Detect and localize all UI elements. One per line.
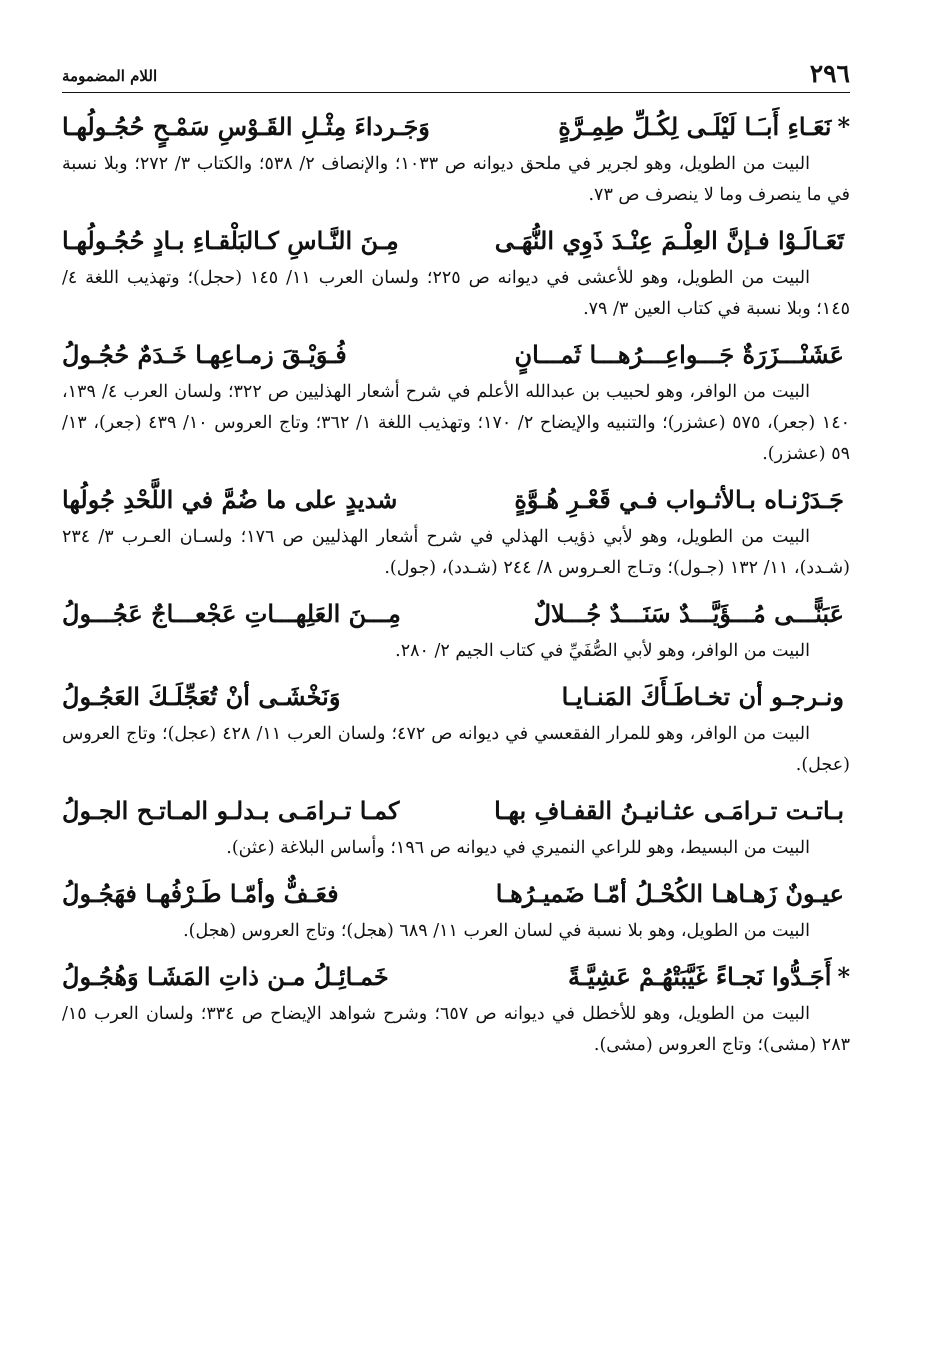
verse-line <box>62 675 850 719</box>
verse-line <box>62 789 850 833</box>
verse-entry <box>62 105 850 211</box>
first-hemistich-text: نَعَـاءِ أَبـَـا لَيْلَـى لِكُـلِّ طِمِـرَّةٍ <box>558 112 832 141</box>
first-hemistich-text: بـاتـت تـرامَـى عثـانيـنُ القفـافِ بهـا <box>494 796 844 825</box>
page-header <box>62 58 850 93</box>
first-hemistich-text: عَشَنْـــزَرَةٌ جَـــواعِـــرُهـــا ثَمـــانٍ <box>514 340 844 369</box>
verse-entry <box>62 955 850 1061</box>
second-hemistich: مِـــنَ العَلِهـــاتِ عَجْعـــاجٌ عَجُـــولُ <box>62 599 401 628</box>
first-hemistich <box>558 105 850 149</box>
verse-line <box>62 333 850 377</box>
second-hemistich: فُـوَيْـقَ زمـاعِهـا خَـدَمٌ حُجُـولُ <box>62 340 347 369</box>
star-marker: * <box>837 112 850 141</box>
first-hemistich <box>515 333 850 377</box>
verse-line <box>62 872 850 916</box>
source-note: البيت من الطويل، وهو للأعشى في ديوانه ص ٢٢٥؛ ولسان العرب ١١/ ١٤٥ (حجل)؛ وتهذيب اللغة ٤/ ١٤٥؛ وبلا نسبة في كتاب العين ٣/ ٧٩. <box>62 268 850 319</box>
second-hemistich: وَنَخْشَـى أنْ تُعَجِّلَـكَ العَجُـولُ <box>62 682 341 711</box>
star-marker: * <box>837 962 850 991</box>
second-hemistich: شديدٍ على ما ضُمَّ في اللَّحْدِ جُولُها <box>62 485 398 514</box>
first-hemistich <box>568 955 850 999</box>
source-note: البيت من الوافر، وهو لحبيب بن عبدالله الأعلم في شرح أشعار الهذليين ص ٣٢٢؛ ولسان العرب ٤/ ١٣٩، ١٤٠ (جعر)، ٥٧٥ (عشزر)؛ والتنبيه والإيضاح ٢/ ١٧٠؛ وتهذيب اللغة ١/ ٣٦٢؛ وتاج العروس ١٠/ ٤٣٩ (جعر)، ١٣/ ٥٩ (عشزر). <box>62 382 850 464</box>
verse-line <box>62 592 850 636</box>
source-note: البيت من الطويل، وهو بلا نسبة في لسان العرب ١١/ ٦٨٩ (هجل)؛ وتاج العروس (هجل). <box>183 921 810 941</box>
source-note: البيت من البسيط، وهو للراعي النميري في ديوانه ص ١٩٦؛ وأساس البلاغة (عثن). <box>226 838 810 858</box>
page <box>62 58 850 1069</box>
second-hemistich: خَمـائِـلُ مـن ذاتِ المَشَـا وَهُجُـولُ <box>62 962 389 991</box>
first-hemistich <box>514 478 850 522</box>
verse-entry <box>62 675 850 781</box>
verse-line <box>62 955 850 999</box>
verse-entry <box>62 592 850 667</box>
second-hemistich: فعَـفٌّ وأمّـا طَـرْفُهـا فهَجُـولُ <box>62 879 339 908</box>
first-hemistich-text: أَجَـدُّوا نَجـاءً غَيَّبَتْهُـمْ عَشِيَّـةً <box>567 962 832 991</box>
source-note: البيت من الوافر، وهو للمرار الفقعسي في ديوانه ص ٤٧٢؛ ولسان العرب ١١/ ٤٢٨ (عجل)؛ وتاج العروس (عجل). <box>62 724 850 775</box>
source-note: البيت من الوافر، وهو لأبي الصُّفَيِّ في كتاب الجيم ٢/ ٢٨٠. <box>395 641 810 661</box>
source-note: البيت من الطويل، وهو لأبي ذؤيب الهذلي في شرح أشعار الهذليين ص ١٧٦؛ ولسـان العـرب ٣/ ٢٣٤ (شـدد)، ١١/ ١٣٢ (جـول)؛ وتـاج العـروس ٨/ ٢٤٤ (شـدد)، (جول). <box>62 527 850 578</box>
first-hemistich-text: عيـونٌ زَهـاهـا الكُحْـلُ أمّـا ضَميـرُهـا <box>495 879 844 908</box>
page-number: ٢٩٦ <box>809 59 850 88</box>
second-hemistich: كمـا تـرامَـى بـدلـو المـاتـح الجـولُ <box>62 796 400 825</box>
first-hemistich-text: ونـرجـو أن تخـاطَـأَكَ المَنـايـا <box>561 682 844 711</box>
verse-line <box>62 105 850 149</box>
second-hemistich: وَجَـرداءَ مِثْـلِ القَـوْسِ سَمْـحٍ حُجُـولُهـا <box>62 112 430 141</box>
first-hemistich <box>495 219 850 263</box>
verse-entry <box>62 872 850 947</box>
first-hemistich <box>496 872 850 916</box>
first-hemistich <box>494 789 850 833</box>
source-note: البيت من الطويل، وهو لجرير في ملحق ديوانه ص ١٠٣٣؛ والإنصاف ٢/ ٥٣٨؛ والكتاب ٣/ ٢٧٢؛ وبلا نسبة في ما ينصرف وما لا ينصرف ص ٧٣. <box>62 154 850 205</box>
first-hemistich <box>534 592 850 636</box>
verse-line <box>62 219 850 263</box>
first-hemistich-text: تَعَـالَـوْا فـإنَّ العِلْـمَ عِنْـدَ ذَوِي النُّهَـى <box>494 226 844 255</box>
verse-line <box>62 478 850 522</box>
running-title: اللام المضمومة <box>62 67 158 85</box>
first-hemistich-text: جَـدَرْنـاه بـالأثـواب فـي قَعْـرِ هُـوَّةٍ <box>514 485 844 514</box>
first-hemistich <box>562 675 850 719</box>
verse-entry <box>62 478 850 584</box>
first-hemistich-text: عَبَنًّـــى مُـــؤَيَّـــدٌ سَنَـــدٌ جُـــلالٌ <box>533 599 844 628</box>
verse-entry <box>62 789 850 864</box>
second-hemistich: مِـنَ النَّـاسِ كـالبَلْقـاءِ بـادٍ حُجُـولُهـا <box>62 226 399 255</box>
verse-entry <box>62 333 850 470</box>
source-note: البيت من الطويل، وهو للأخطل في ديوانه ص ٦٥٧؛ وشرح شواهد الإيضاح ص ٣٣٤؛ ولسان العرب ١٥/ ٢٨٣ (مشى)؛ وتاج العروس (مشى). <box>62 1004 850 1055</box>
verse-entry <box>62 219 850 325</box>
